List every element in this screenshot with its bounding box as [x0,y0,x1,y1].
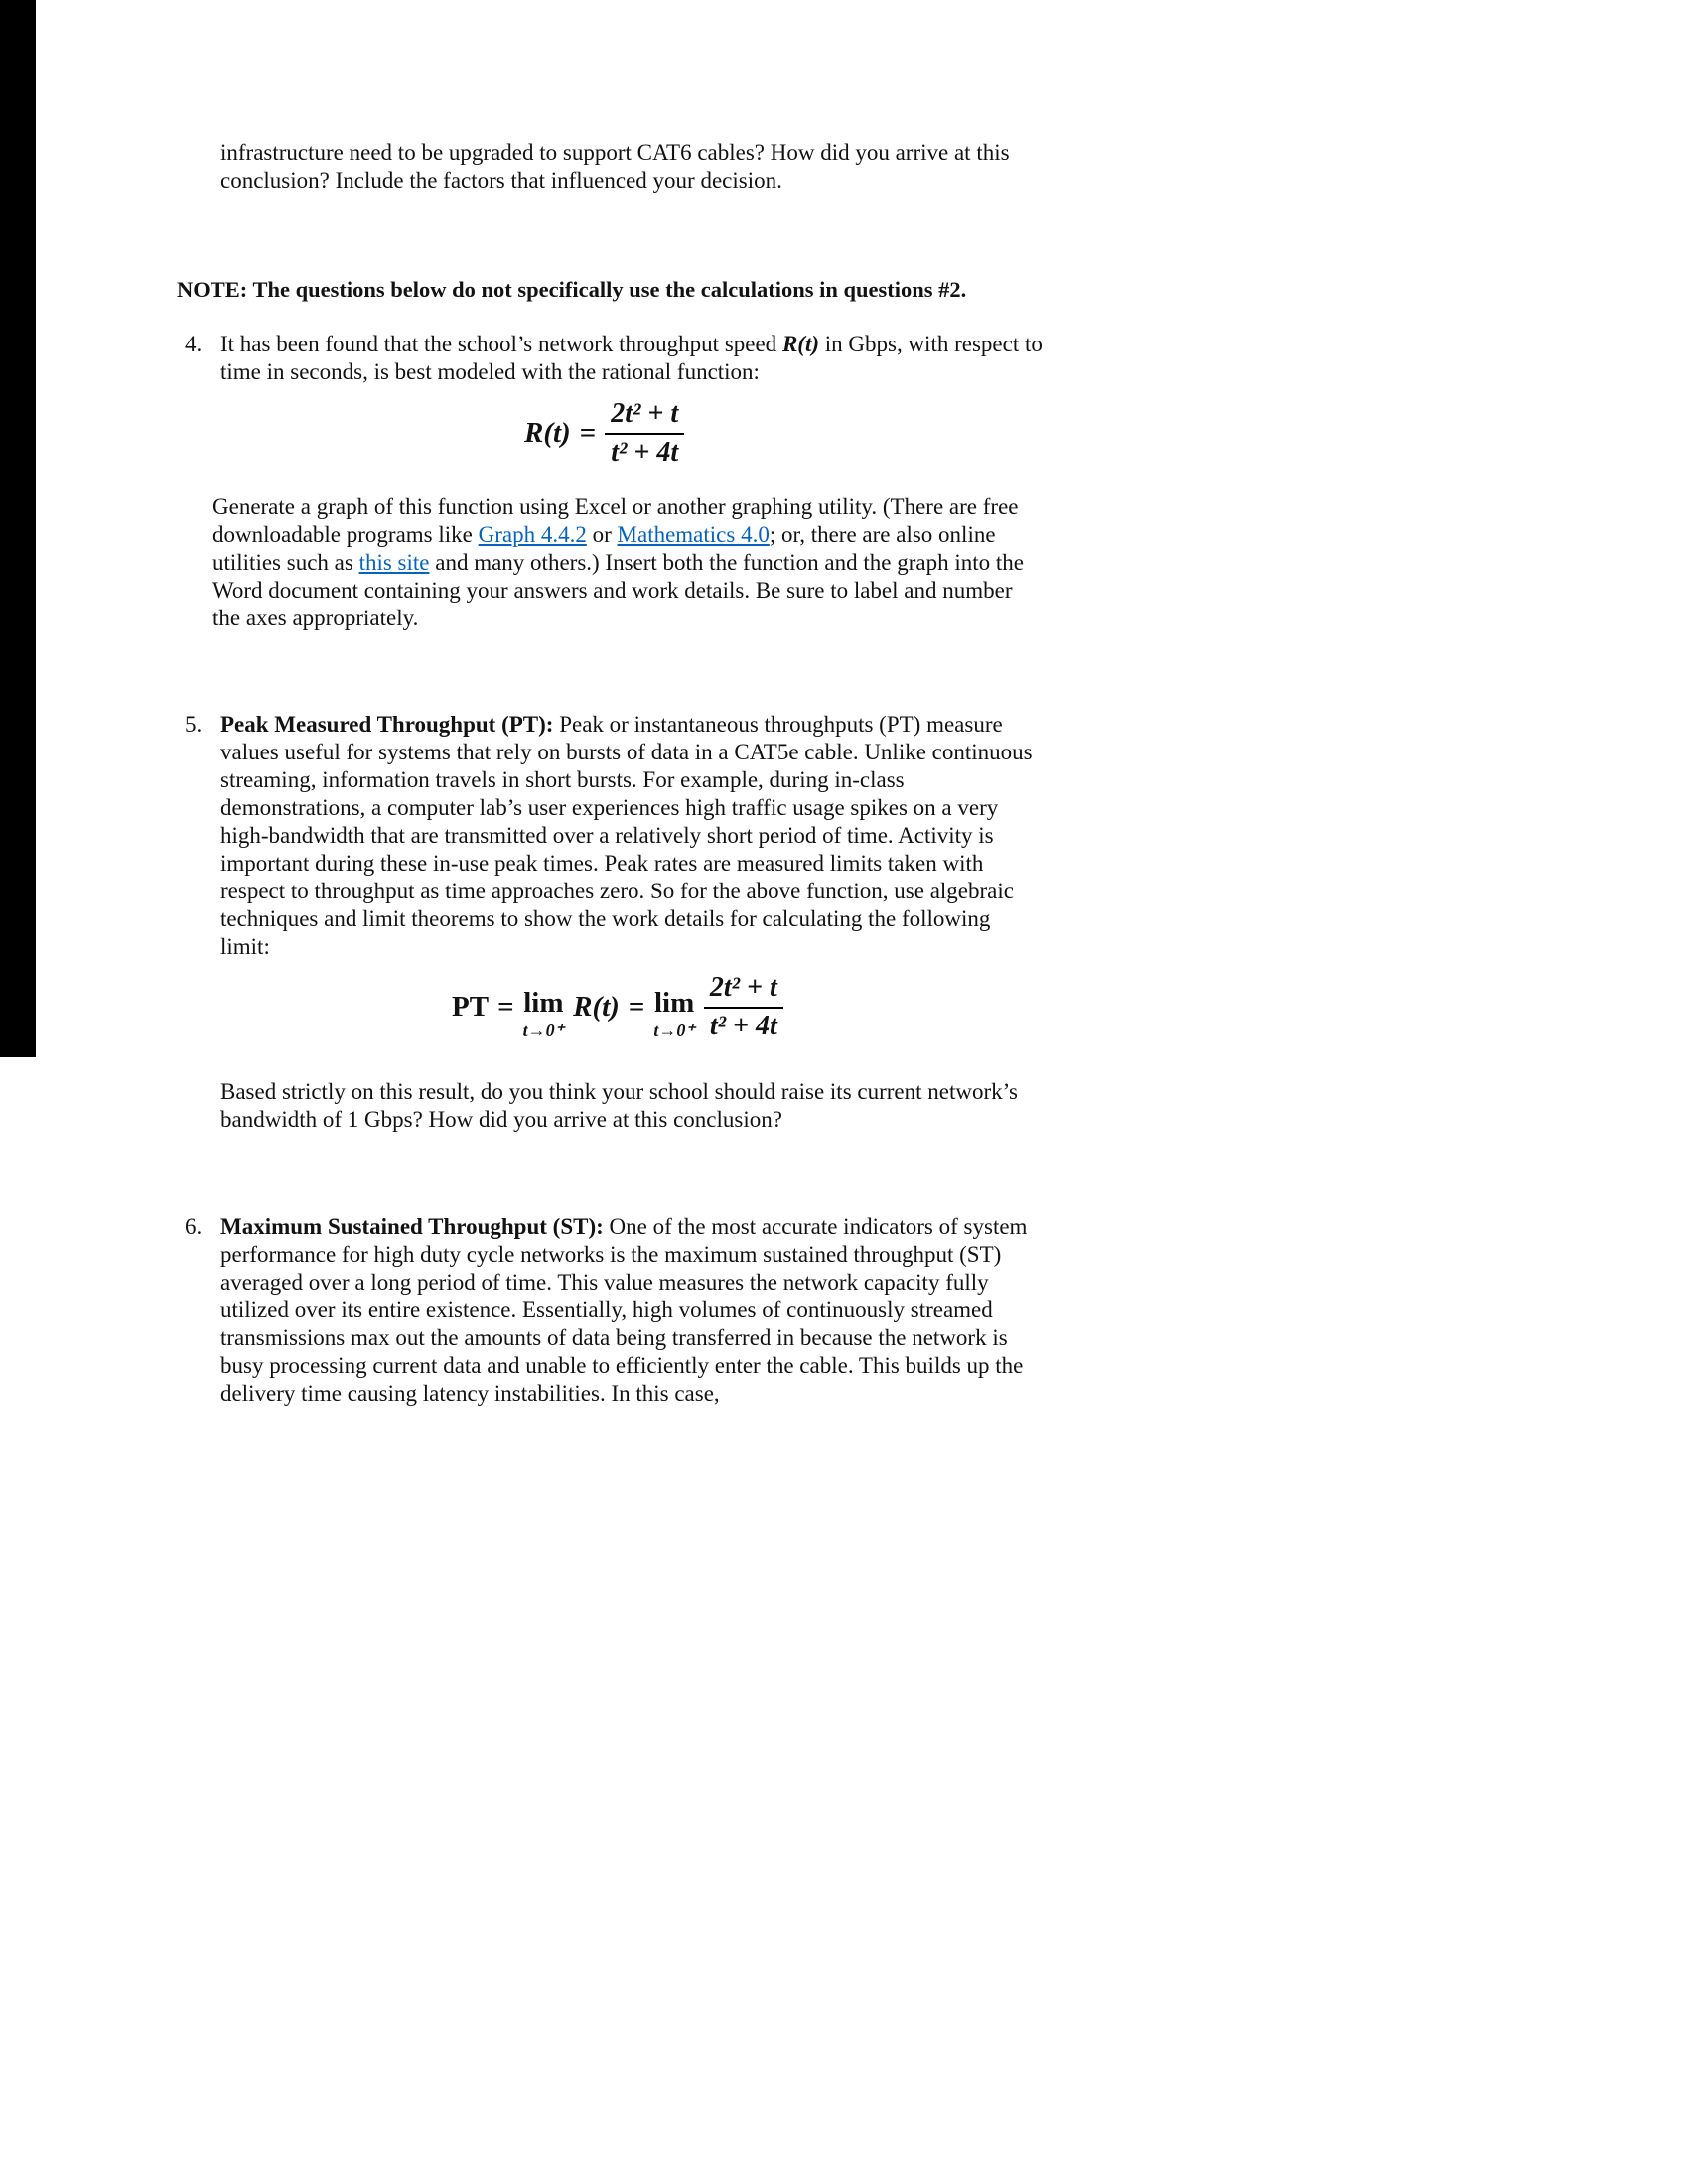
limit-subscript-1: t→0⁺ [522,1020,565,1040]
question-6-number: 6. [185,1214,203,1239]
this-site-link[interactable]: this site [358,550,430,575]
note-text: NOTE: The questions below do not specifically use the calculations in questions #2. [177,277,967,302]
formula2-pt: PT [452,990,490,1023]
formula2-denominator: t² + 4t [709,1010,777,1041]
mathematics-4-0-link[interactable]: Mathematics 4.0 [617,522,770,547]
graph-4-4-2-link[interactable]: Graph 4.4.2 [478,522,587,547]
question-6-label: Maximum Sustained Throughput (ST): [220,1214,604,1239]
formula2-equals-1: = [497,990,514,1023]
question-6-text [220,1213,1055,1408]
limit-operator-2 [653,986,695,1040]
formula1-denominator: t² + 4t [611,436,679,468]
limit-subscript-2: t→0⁺ [653,1020,695,1040]
limit-word-1: lim [523,986,564,1019]
question-6 [185,1213,1055,1408]
rational-function-formula [524,397,684,469]
function-name-rt: R(t) [781,332,819,356]
intro-paragraph [220,139,1045,195]
formula2-equals-2: = [628,990,645,1023]
intro-text: infrastructure need to be upgraded to support CAT6 cables? How did you arrive at this conclusion? Include the factors that influenced your decision. [220,140,1010,193]
instructions-text-2: or [586,522,618,547]
question-5-followup [220,1078,1045,1134]
peak-throughput-limit-formula [452,971,783,1042]
question-4-tail: in Gbps, with respect to time in seconds, is best modeled with the rational function: [220,332,1043,384]
formula1-fraction [605,397,684,469]
formula2-fraction [704,971,783,1042]
formula1-numerator: 2t² + t [605,397,684,435]
question-5-followup-text: Based strictly on this result, do you think your school should raise its current network’s bandwidth of 1 Gbps? How did you arrive at this conclusion? [220,1079,1018,1132]
question-4 [185,331,1045,386]
question-5 [185,711,1045,961]
question-5-body: Peak or instantaneous throughputs (PT) measure values useful for systems that rely on bursts of data in a CAT5e cable. Unlike continuous streaming, information travels in short bursts. For example, during in-class demonstrations, a computer lab’s user experiences high traffic usage spikes on a very high-bandwidth that are transmitted over a relatively short period of time. Activity is important during these in-use peak times. Peak rates are measured limits taken with respect to throughput as time approaches zero. So for the above function, use algebraic techniques and limit theorems to show the work details for calculating the following limit: [220,712,1033,959]
instructions-text-3: ; or, there are also online utilities such as [212,522,996,575]
question-4-number: 4. [185,332,203,356]
scan-artifact-bar [0,0,36,1057]
question-5-number: 5. [185,712,203,737]
question-4-instructions [212,493,1037,632]
formula2-rt: R(t) [573,990,620,1023]
formula1-equals: = [579,416,597,449]
formula2-numerator: 2t² + t [704,971,783,1009]
formula1-lhs: R(t) [524,416,571,449]
limit-operator-1 [522,986,565,1040]
note-paragraph [177,276,966,304]
instructions-text-4: and many others.) Insert both the function and the graph into the Word document containing your answers and work details. Be sure to label and number the axes appropriately. [212,550,1024,630]
question-5-label: Peak Measured Throughput (PT): [220,712,554,737]
question-4-lead: It has been found that the school’s network throughput speed [220,332,782,356]
question-6-body: One of the most accurate indicators of system performance for high duty cycle networks is the maximum sustained throughput (ST) averaged over a long period of time. This value measures the network capacity fully utilized over its entire existence. Essentially, high volumes of continuously streamed transmissions max out the amounts of data being transferred in because the network is busy processing current data and unable to efficiently enter the cable. This builds up the delivery time causing latency instabilities. In this case, [220,1214,1028,1406]
question-5-text [220,711,1045,961]
question-4-text [220,331,1045,386]
instructions-text-1: Generate a graph of this function using Excel or another graphing utility. (There are free downloadable programs like [212,494,1019,547]
limit-word-2: lim [653,986,695,1019]
